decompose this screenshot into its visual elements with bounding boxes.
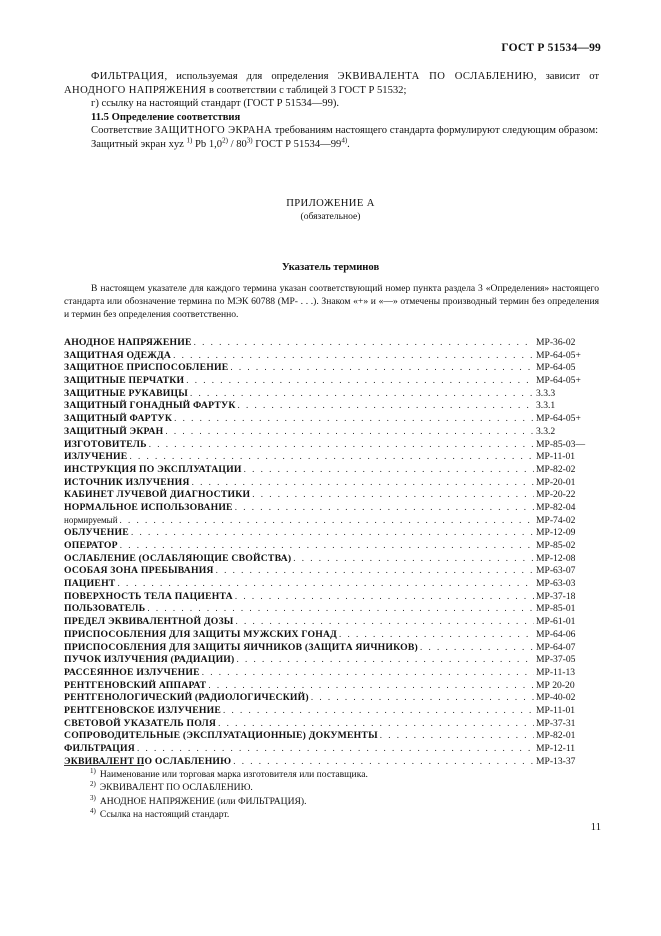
index-term: нормируемый <box>64 514 118 525</box>
index-row <box>64 641 600 654</box>
index-ref: МР-82-04 <box>536 501 576 513</box>
text-fragment: Pb 1,0 <box>192 138 223 150</box>
leader-dots <box>218 717 534 730</box>
footnote-ref: 3) <box>246 136 253 145</box>
index-ref: МР-37-31 <box>536 717 576 729</box>
index-ref: МР-61-01 <box>536 616 576 628</box>
index-term: ИЗЛУЧЕНИЕ <box>64 451 128 463</box>
index-term: ОБЛУЧЕНИЕ <box>64 527 129 539</box>
index-ref: МР-11-01 <box>536 451 576 463</box>
index-ref: МР-64-05+ <box>536 375 581 387</box>
index-ref: МР-12-09 <box>536 527 576 539</box>
index-ref: МР-37-05 <box>536 654 576 666</box>
footnote-ref: 1) <box>186 136 193 145</box>
index-ref: МР-12-08 <box>536 552 576 564</box>
index-ref: МР-64-05+ <box>536 413 581 425</box>
index-term: РЕНТГЕНОВСКИЙ АППАРАТ <box>64 679 207 691</box>
index-ref: МР-85-01 <box>536 603 576 615</box>
index-row <box>64 387 600 400</box>
index-row <box>64 666 600 679</box>
leader-dots <box>339 628 534 641</box>
leader-dots <box>420 641 534 654</box>
leader-dots <box>230 361 534 374</box>
index-term: ФИЛЬТРАЦИЯ <box>64 743 135 754</box>
index-ref: МР-85-03— <box>536 438 586 450</box>
index-row <box>64 628 600 641</box>
text-fragment: , используемая для определения <box>164 71 338 82</box>
footnote <box>90 768 590 781</box>
leader-dots <box>117 577 534 590</box>
index-row <box>64 679 600 692</box>
leader-dots <box>131 526 534 539</box>
index-ref: МР-63-07 <box>536 565 576 577</box>
index-row <box>64 552 600 565</box>
index-ref: МР-40-02 <box>536 692 576 704</box>
index-row <box>64 501 600 514</box>
index-ref: МР-82-02 <box>536 463 576 475</box>
appendix-subtitle: (обязательное) <box>300 211 361 222</box>
index-ref: МР-13-37 <box>536 755 576 767</box>
leader-dots <box>216 564 534 577</box>
footnote-divider <box>64 765 144 766</box>
footnote <box>90 808 590 821</box>
footnote-text: ЭКВИВАЛЕНТ ПО ОСЛАБЛЕНИЮ. <box>99 782 253 794</box>
index-row <box>64 717 600 730</box>
index-ref: 3.3.3 <box>536 387 556 399</box>
section-number: 11.5 <box>91 111 109 123</box>
footnote-text: Ссылка на настоящий стандарт. <box>99 809 230 821</box>
index-row <box>64 450 600 463</box>
index-row <box>64 539 600 552</box>
index-ref: МР-12-11 <box>536 743 576 754</box>
index-term: ЗАЩИТНАЯ ОДЕЖДА <box>64 349 172 361</box>
index-row <box>64 602 600 615</box>
index-term: ЭКВИВАЛЕНТ ПО ОСЛАБЛЕНИЮ <box>64 755 232 767</box>
index-term: РАССЕЯННОЕ ИЗЛУЧЕНИЕ <box>64 666 200 678</box>
index-ref: МР-20-01 <box>536 476 576 488</box>
index-ref: МР-37-18 <box>536 590 576 602</box>
index-ref: МР 20-20 <box>536 679 575 691</box>
index-row <box>64 590 600 603</box>
index-row <box>64 361 600 374</box>
index-term: ИЗГОТОВИТЕЛЬ <box>64 438 147 450</box>
leader-dots <box>208 679 534 692</box>
footnote-text: Наименование или торговая марка изготовителя или поставщика. <box>99 769 368 780</box>
paragraph-conformity <box>64 124 599 138</box>
index-row <box>64 399 600 412</box>
leader-dots <box>129 450 534 463</box>
leader-dots <box>235 501 534 514</box>
leader-dots <box>252 488 534 501</box>
index-ref: МР-64-07 <box>536 641 576 653</box>
footnote-ref: 4) <box>341 136 348 145</box>
index-ref: 3.3.1 <box>536 400 556 412</box>
index-row <box>64 425 600 438</box>
leader-dots <box>202 666 534 679</box>
index-row <box>64 349 600 362</box>
index-row <box>64 577 600 590</box>
paragraph-example <box>64 138 599 152</box>
index-term: ЗАЩИТНЫЙ ЭКРАН <box>64 425 164 437</box>
index-row <box>64 514 600 527</box>
index-row <box>64 374 600 387</box>
section-title: Определение соответствия <box>111 111 241 123</box>
index-row <box>64 729 600 742</box>
leader-dots <box>190 387 534 400</box>
text-fragment: ГОСТ Р 51534—99 <box>252 138 342 150</box>
footnote-mark: 1) <box>90 766 96 775</box>
index-term: ПРИСПОСОБЛЕНИЯ ДЛЯ ЗАЩИТЫ ЯИЧНИКОВ (ЗАЩИТА ЯИЧНИКОВ) <box>64 641 418 653</box>
index-row <box>64 463 600 476</box>
index-term: КАБИНЕТ ЛУЧЕВОЙ ДИАГНОСТИКИ <box>64 489 251 501</box>
index-term: ОСЛАБЛЕНИЕ (ОСЛАБЛЯЮЩИЕ СВОЙСТВА) <box>64 552 292 564</box>
index-term: ПОВЕРХНОСТЬ ТЕЛА ПАЦИЕНТА <box>64 590 233 602</box>
index-row <box>64 755 600 768</box>
index-row <box>64 336 600 349</box>
index-term: СВЕТОВОЙ УКАЗАТЕЛЬ ПОЛЯ <box>64 717 217 729</box>
footnote-text: АНОДНОЕ НАПРЯЖЕНИЕ (или ФИЛЬТРАЦИЯ). <box>99 795 307 807</box>
index-term: ПУЧОК ИЗЛУЧЕНИЯ (РАДИАЦИИ) <box>64 654 235 666</box>
index-row <box>64 412 600 425</box>
index-term: СОПРОВОДИТЕЛЬНЫЕ (ЭКСПЛУАТАЦИОННЫЕ) ДОКУМЕНТЫ <box>64 730 378 742</box>
term-index <box>64 336 600 767</box>
index-term: ОСОБАЯ ЗОНА ПРЕБЫВАНИЯ <box>64 565 214 577</box>
index-term: РЕНТГЕНОЛОГИЧЕСКИЙ (РАДИОЛОГИЧЕСКИЙ) <box>64 692 309 704</box>
index-row <box>64 691 600 704</box>
leader-dots <box>165 425 534 438</box>
index-row <box>64 526 600 539</box>
leader-dots <box>192 476 534 489</box>
text-fragment: Соответствие <box>91 125 155 137</box>
leader-dots <box>120 514 534 527</box>
footnote <box>90 795 590 808</box>
index-row <box>64 488 600 501</box>
index-term: РЕНТГЕНОВСКОЕ ИЗЛУЧЕНИЕ <box>64 704 221 716</box>
leader-dots <box>233 755 534 768</box>
index-row <box>64 564 600 577</box>
leader-dots <box>137 742 534 755</box>
leader-dots <box>244 463 534 476</box>
leader-dots <box>380 729 534 742</box>
text-fragment: . <box>347 138 350 150</box>
index-ref: МР-63-03 <box>536 578 576 590</box>
index-term: ПОЛЬЗОВАТЕЛЬ <box>64 603 146 615</box>
index-title: Указатель терминов <box>281 262 380 273</box>
index-term: ЗАЩИТНЫЙ ФАРТУК <box>64 413 173 425</box>
index-term: ЗАЩИТНОЕ ПРИСПОСОБЛЕНИЕ <box>64 362 229 374</box>
index-ref: МР-36-02 <box>536 337 576 348</box>
index-ref: МР-64-05 <box>536 362 576 374</box>
index-term: ИСТОЧНИК ИЗЛУЧЕНИЯ <box>64 476 190 488</box>
index-ref: МР-85-02 <box>536 540 576 551</box>
leader-dots <box>173 349 534 362</box>
index-term: ПРИСПОСОБЛЕНИЯ ДЛЯ ЗАЩИТЫ МУЖСКИХ ГОНАД <box>64 628 338 640</box>
index-row <box>64 704 600 717</box>
term-filtration: ФИЛЬТРАЦИЯ <box>91 71 165 82</box>
index-row <box>64 653 600 666</box>
leader-dots <box>120 539 534 552</box>
term-anode-voltage: АНОДНОГО НАПРЯЖЕНИЯ <box>64 84 207 96</box>
leader-dots <box>194 336 534 349</box>
index-ref: МР-74-02 <box>536 514 576 526</box>
section-heading <box>64 111 599 125</box>
index-ref: МР-20-22 <box>536 489 576 501</box>
index-term: НОРМАЛЬНОЕ ИСПОЛЬЗОВАНИЕ <box>64 501 233 513</box>
index-row <box>64 438 600 451</box>
leader-dots <box>236 615 534 628</box>
leader-dots <box>311 691 534 704</box>
index-row <box>64 615 600 628</box>
index-ref: МР-11-13 <box>536 666 576 678</box>
index-term: ИНСТРУКЦИЯ ПО ЭКСПЛУАТАЦИИ <box>64 463 242 475</box>
footnote <box>90 781 590 794</box>
index-ref: МР-11-01 <box>536 704 576 716</box>
leader-dots <box>238 399 534 412</box>
index-term: ПРЕДЕЛ ЭКВИВАЛЕНТНОЙ ДОЗЫ <box>64 616 234 628</box>
index-term: ЗАЩИТНЫЕ ПЕРЧАТКИ <box>64 375 185 387</box>
index-intro: В настоящем указателе для каждого термина указан соответствующий номер пункта раздела 3 «Определения» настоящего стандарта или обозначение термина по МЭК 60788 (МР- . . .). Знаком «+» и «—» отмечены производный термин без определения и термин без определения соответственно. <box>64 283 599 320</box>
index-row <box>64 476 600 489</box>
paragraph-reference: г) ссылку на настоящий стандарт (ГОСТ Р 51534—99). <box>91 98 340 110</box>
footnote-mark: 4) <box>90 807 96 816</box>
index-term: ЗАЩИТНЫЙ ГОНАДНЫЙ ФАРТУК <box>64 400 236 412</box>
leader-dots <box>223 704 534 717</box>
leader-dots <box>293 552 534 565</box>
text-fragment: Защитный экран xyz <box>91 138 187 150</box>
text-fragment: в соответствии с таблицей 3 ГОСТ Р 51532; <box>206 84 407 96</box>
term-protective-screen: ЗАЩИТНОГО ЭКРАНА <box>154 125 273 137</box>
leader-dots <box>236 653 534 666</box>
footnotes <box>90 768 590 822</box>
text-fragment: / 80 <box>227 138 247 150</box>
footnote-mark: 3) <box>90 793 96 802</box>
leader-dots <box>186 374 534 387</box>
index-term: ОПЕРАТОР <box>64 540 118 551</box>
leader-dots <box>174 412 534 425</box>
footnote-mark: 2) <box>90 780 96 789</box>
leader-dots <box>149 438 534 451</box>
page-number: 11 <box>590 822 601 833</box>
appendix-title: ПРИЛОЖЕНИЕ А <box>286 198 375 209</box>
paragraph-filtration <box>64 70 599 97</box>
index-term: ПАЦИЕНТ <box>64 578 116 590</box>
leader-dots <box>235 590 534 603</box>
index-ref: МР-82-01 <box>536 730 576 742</box>
text-fragment: , зависит от <box>533 71 599 82</box>
body-text <box>64 70 599 152</box>
index-ref: 3.3.2 <box>536 425 556 437</box>
index-ref: МР-64-05+ <box>536 349 581 361</box>
standard-header: ГОСТ Р 51534—99 <box>501 42 601 54</box>
leader-dots <box>147 602 534 615</box>
index-term: АНОДНОЕ НАПРЯЖЕНИЕ <box>64 337 192 348</box>
footnote-ref: 2) <box>222 136 228 145</box>
index-row <box>64 742 600 755</box>
text-fragment: требованиям настоящего стандарта формулируют следующим образом: <box>272 125 599 137</box>
index-term: ЗАЩИТНЫЕ РУКАВИЦЫ <box>64 387 188 399</box>
term-attenuation-equivalent: ЭКВИВАЛЕНТА ПО ОСЛАБЛЕНИЮ <box>337 71 534 82</box>
index-ref: МР-64-06 <box>536 628 576 640</box>
